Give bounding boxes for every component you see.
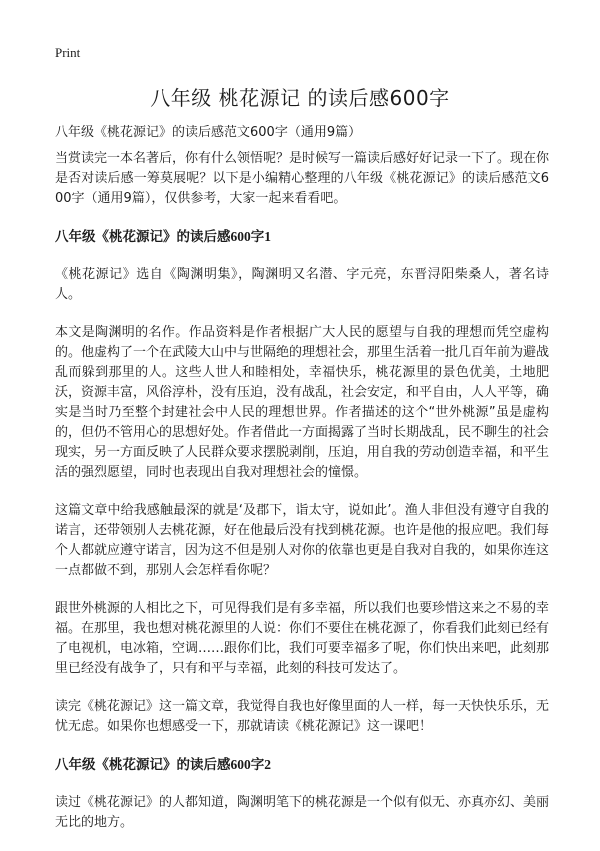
intro-paragraph: 当赏读完一本名著后，你有什么领悟呢？是时候写一篇读后感好好记录一下了。现在你是否对读后感一筹莫展呢？以下是小编精心整理的八年级《桃花源记》的读后感范文600字（通用9篇），仅供参考，大家一起来看看吧。 — [55, 151, 550, 206]
document-title: 八年级 桃花源记 的读后感600字 — [150, 86, 450, 110]
section-1-paragraph: 本文是陶渊明的名作。作品资料是作者根据广大人民的愿望与自我的理想而凭空虚构的。他虚构了一个在武陵大山中与世隔绝的理想社会，那里生活着一批几百年前为避战乱而躲到那里的人。这些人世人和睦相处，幸福快乐，桃花源里的景色优美，土地肥沃，资源丰富，风俗淳朴，没有压迫，没有战乱，社会安定，和平自由，人人平等，确实是当时乃至整个封建社会中人民的理想世界。作者描述的这个“世外桃源”虽是虚构的，但仍不管用心的思想好处。作者借此一方面揭露了当时长期战乱，民不聊生的社会现实，另一方面反映了人民群众要求摆脱剥削，压迫，用自我的劳动创造幸福，和平生活的强烈愿望，同时也表现出自我对理想社会的憧憬。 — [55, 325, 550, 480]
section-1-paragraph: 读完《桃花源记》这一篇文章，我觉得自我也好像里面的人一样，每一天快快乐乐，无忧无虑。如果你也想感受一下，那就请读《桃花源记》这一课吧！ — [55, 699, 550, 734]
section-1-paragraph: 《桃花源记》选自《陶渊明集》，陶渊明又名潜、字元亮，东晋浔阳柴桑人，著名诗人。 — [55, 267, 549, 302]
section-1-paragraph: 这篇文章中给我感触最深的就是‘及郡下，诣太守，说如此’。渔人非但没有遵守自我的诺言，还带领别人去桃花源，好在他最后没有找到桃花源。也许是他的报应吧。我们每个人都就应遵守诺言，因为这不但是别人对你的依靠也更是自我对自我的，如果你连这一点都做不到，那别人会怎样看你呢？ — [55, 503, 550, 578]
section-heading-1: 八年级《桃花源记》的读后感600字1 — [55, 229, 271, 244]
print-link[interactable]: Print — [55, 45, 81, 60]
section-1-paragraph: 跟世外桃源的人相比之下，可见得我们是有多幸福，所以我们也要珍惜这来之不易的幸福。在那里，我也想对桃花源里的人说：你们不要住在桃花源了，你看我们此刻已经有了电视机，电冰箱，空调……跟你们比，我们可要幸福多了呢，你们快出来吧，此刻那里已经没有战争了，只有和平与幸福，此刻的科技可发达了。 — [55, 601, 550, 676]
document-subtitle: 八年级《桃花源记》的读后感范文600字（通用9篇） — [55, 125, 362, 140]
section-2-paragraph: 读过《桃花源记》的人都知道，陶渊明笔下的桃花源是一个似有似无、亦真亦幻、美丽无比的地方。 — [55, 795, 550, 830]
section-heading-2: 八年级《桃花源记》的读后感600字2 — [55, 757, 271, 772]
document-body — [55, 149, 549, 851]
